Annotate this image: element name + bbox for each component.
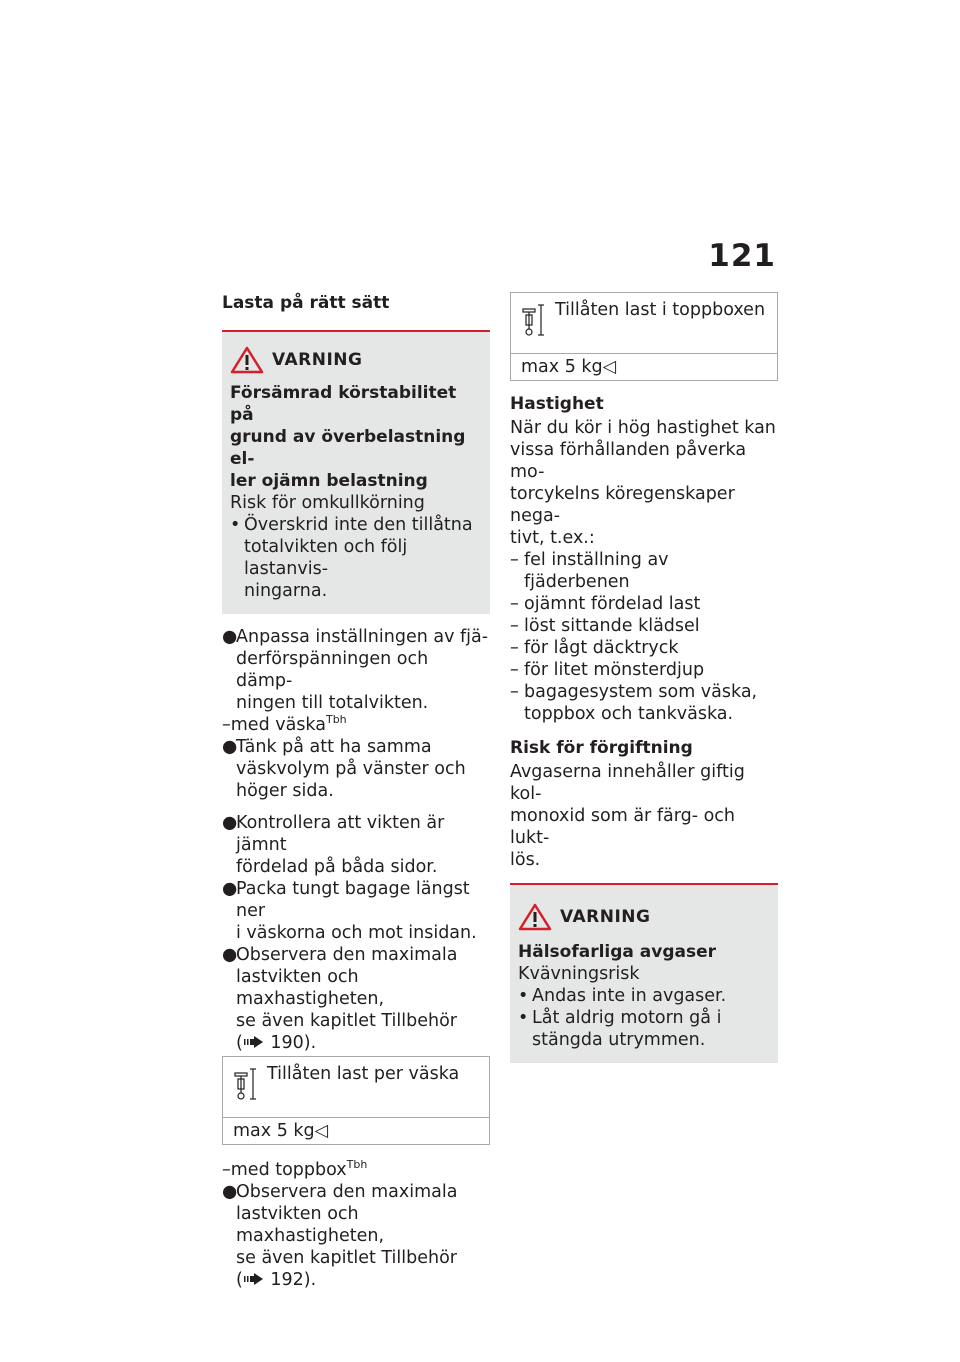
load-box-value: max 5 kg◁: [233, 1121, 329, 1141]
load-box-value: max 5 kg◁: [521, 357, 617, 377]
text-line: Tänk på att ha samma: [236, 737, 432, 757]
page-reference-number: 192).: [270, 1270, 317, 1290]
warning-subtitle-line: ler ojämn belastning: [230, 471, 428, 491]
load-box-label: Tillåten last i toppboxen: [555, 300, 766, 320]
speed-factor-item: [510, 681, 778, 725]
right-column: [510, 290, 778, 1063]
section-heading-poisoning: Risk för förgiftning: [510, 738, 693, 758]
page-reference-number: 190).: [270, 1033, 317, 1053]
section-heading-speed: Hastighet: [510, 394, 604, 414]
text-line: bagagesystem som väska,: [524, 682, 758, 702]
text-line: väskvolym på vänster och: [236, 759, 466, 779]
weight-load-icon: [521, 299, 555, 345]
text-line: fel inställning av fjäderbenen: [524, 550, 669, 592]
dot-marker: •: [518, 1008, 529, 1028]
warning-title: VARNING: [272, 350, 363, 370]
condition-with-topbox: [222, 1159, 490, 1181]
load-box-label: Tillåten last per väska: [267, 1064, 460, 1084]
bullet-marker: ●: [222, 627, 238, 647]
condition-with-bag: [222, 714, 490, 736]
left-column: [222, 290, 490, 1291]
warning-subtitle: Hälsofarliga avgaser: [518, 942, 717, 962]
accessory-superscript: Tbh: [346, 1158, 368, 1172]
warning-box-stability: [222, 330, 490, 614]
text-line: för litet mönsterdjup: [524, 660, 705, 680]
dash-marker: –: [510, 660, 519, 680]
text-line: ningen till totalvikten.: [236, 693, 429, 713]
accessory-superscript: Tbh: [325, 713, 347, 727]
warning-instruction: [230, 514, 480, 602]
text-line: Anpassa inställningen av fjä-: [236, 627, 489, 647]
text-line: vissa förhållanden påverka mo-: [510, 440, 747, 482]
text-line: Observera den maximala: [236, 1182, 458, 1202]
instruction-observe-max-load-topbox: [222, 1181, 490, 1291]
bullet-marker: ●: [222, 737, 238, 757]
text-line: lastvikten och maxhastigheten,: [236, 967, 385, 1009]
warning-instruction-line: totalvikten och följ lastanvis-: [244, 537, 408, 579]
warning-risk-text: Kvävningsrisk: [518, 964, 640, 984]
instruction-same-volume: [222, 736, 490, 802]
text-line: ojämnt fördelad last: [524, 594, 701, 614]
warning-triangle-icon: [518, 903, 552, 931]
text-line: monoxid som är färg- och lukt-: [510, 806, 735, 848]
speed-factor-item: [510, 615, 778, 637]
warning-title: VARNING: [560, 907, 651, 927]
text-line: derförspänningen och dämp-: [236, 649, 429, 691]
warning-instruction: [518, 985, 768, 1007]
speed-factor-item: [510, 637, 778, 659]
warning-box-exhaust: [510, 883, 778, 1063]
dot-marker: •: [518, 986, 529, 1006]
poisoning-text: [510, 761, 778, 871]
warning-subtitle-line: Försämrad körstabilitet på: [230, 383, 457, 425]
warning-instruction-line: Överskrid inte den tillåtna: [244, 515, 473, 535]
dash-marker: –: [222, 715, 231, 735]
warning-risk-text: Risk för omkullkörning: [230, 493, 425, 513]
dash-marker: –: [222, 1160, 231, 1180]
condition-label: med väska: [230, 715, 326, 735]
text-line: Packa tungt bagage längst ner: [236, 879, 470, 921]
text-line: löst sittande klädsel: [524, 616, 700, 636]
bullet-marker: ●: [222, 1182, 238, 1202]
instruction-adjust-suspension: [222, 626, 490, 714]
text-line: torcykelns köregenskaper nega-: [510, 484, 735, 526]
text-line: fördelad på båda sidor.: [236, 857, 438, 877]
bullet-marker: ●: [222, 879, 238, 899]
page-reference[interactable]: ( 192).: [236, 1270, 317, 1290]
text-line: se även kapitlet Tillbehör: [236, 1248, 457, 1268]
dash-marker: –: [510, 594, 519, 614]
warning-subtitle-line: grund av överbelastning el-: [230, 427, 466, 469]
warning-triangle-icon: [230, 346, 264, 374]
text-line: se även kapitlet Tillbehör: [236, 1011, 457, 1031]
warning-instruction: [518, 1007, 768, 1051]
page-reference[interactable]: ( 190).: [236, 1033, 317, 1053]
speed-intro: [510, 417, 778, 549]
warning-subtitle: [230, 382, 480, 492]
dash-marker: –: [510, 682, 519, 702]
text-line: Avgaserna innehåller giftig kol-: [510, 762, 745, 804]
warning-instruction-line: stängda utrymmen.: [532, 1030, 706, 1050]
speed-factor-item: [510, 593, 778, 615]
load-box-topbox: [510, 292, 778, 381]
text-line: toppbox och tankväska.: [524, 704, 734, 724]
weight-load-icon: [233, 1063, 267, 1109]
text-line: Kontrollera att vikten är jämnt: [236, 813, 445, 855]
text-line: Observera den maximala: [236, 945, 458, 965]
speed-factor-item: [510, 549, 778, 593]
speed-factor-item: [510, 659, 778, 681]
condition-label: med toppbox: [230, 1160, 347, 1180]
instruction-pack-heavy: [222, 878, 490, 944]
instruction-observe-max-load: [222, 944, 490, 1054]
dot-marker: •: [230, 515, 241, 535]
reference-arrow-icon: [243, 1269, 265, 1291]
section-heading-loading: Lasta på rätt sätt: [222, 293, 390, 313]
text-line: tivt, t.ex.:: [510, 528, 595, 548]
text-line: för lågt däcktryck: [524, 638, 679, 658]
text-line: höger sida.: [236, 781, 334, 801]
text-line: lastvikten och maxhastigheten,: [236, 1204, 385, 1246]
dash-marker: –: [510, 550, 519, 570]
text-line: lös.: [510, 850, 541, 870]
instruction-check-weight: [222, 812, 490, 878]
reference-arrow-icon: [243, 1032, 265, 1054]
dash-marker: –: [510, 638, 519, 658]
bullet-marker: ●: [222, 945, 238, 965]
page-number: 121: [708, 238, 776, 274]
dash-marker: –: [510, 616, 519, 636]
warning-instruction-line: ningarna.: [244, 581, 328, 601]
text-line: När du kör i hög hastighet kan: [510, 418, 776, 438]
text-line: i väskorna och mot insidan.: [236, 923, 477, 943]
warning-instruction-line: Låt aldrig motorn gå i: [532, 1008, 722, 1028]
warning-instruction-line: Andas inte in avgaser.: [532, 986, 727, 1006]
bullet-marker: ●: [222, 813, 238, 833]
load-box-per-bag: [222, 1056, 490, 1145]
